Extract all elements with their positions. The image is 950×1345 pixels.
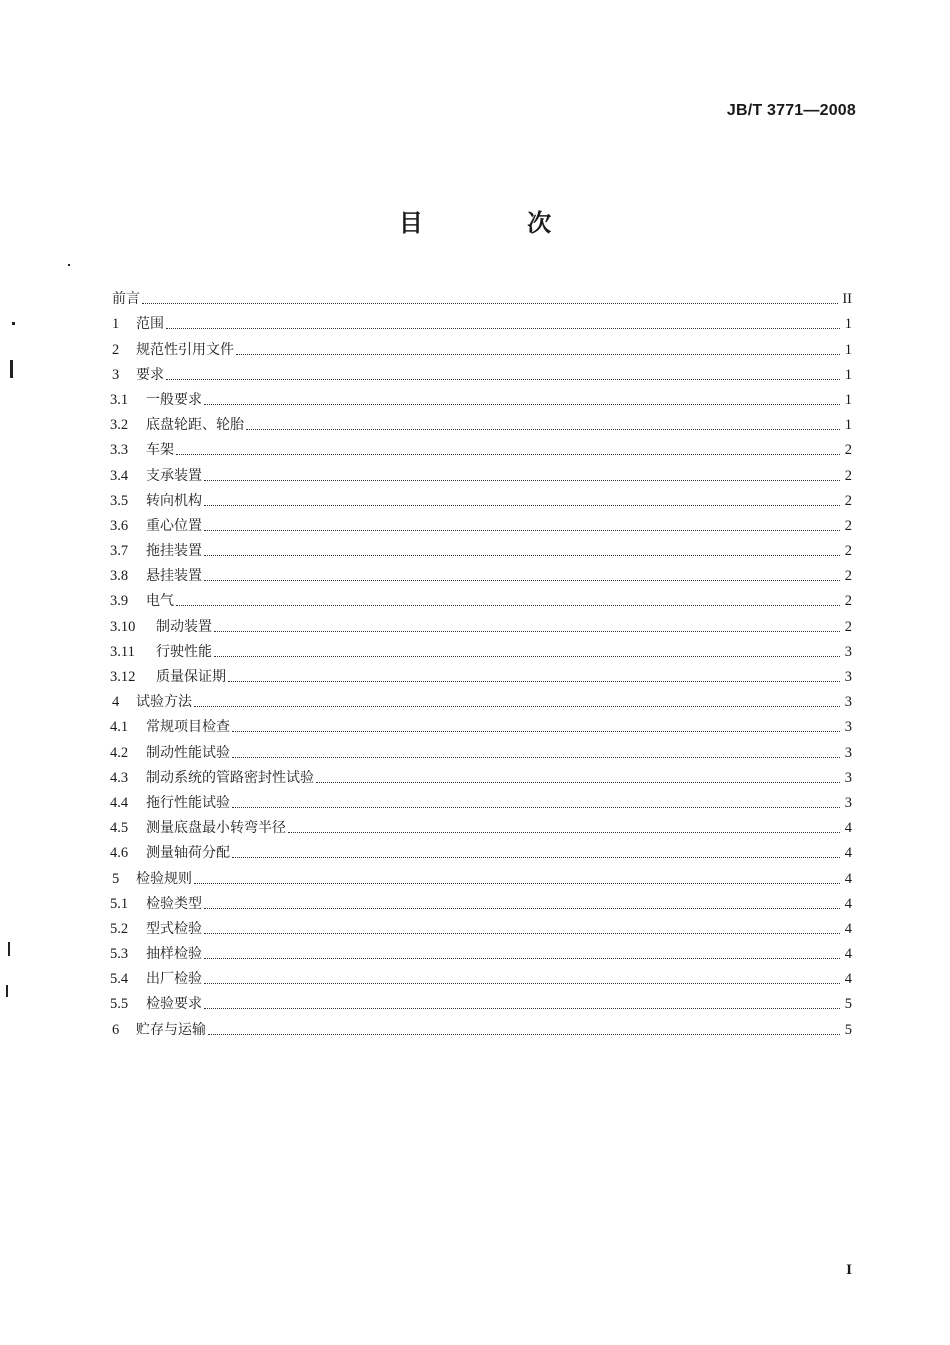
toc-entry-page: 2: [844, 593, 852, 610]
toc-entry[interactable]: [110, 359, 852, 384]
toc-entry-title: 拖行性能试验: [146, 794, 230, 811]
toc-dot-leader: [142, 302, 838, 304]
toc-entry-page: 2: [844, 543, 852, 560]
toc-entry-number: 3: [112, 366, 120, 383]
toc-dot-leader: [194, 882, 840, 884]
toc-entry[interactable]: [110, 585, 852, 610]
toc-dot-leader: [204, 982, 840, 984]
toc-entry[interactable]: [110, 485, 852, 510]
toc-dot-leader: [316, 781, 840, 783]
toc-dot-leader: [204, 579, 840, 581]
toc-entry-page: 2: [844, 618, 852, 635]
toc-entry[interactable]: [110, 308, 852, 333]
toc-entry[interactable]: [110, 787, 852, 812]
toc-entry-number: 4.6: [110, 845, 129, 862]
toc-entry[interactable]: [110, 283, 852, 308]
toc-entry-number: 3.7: [110, 543, 129, 560]
toc-entry-number: 4.1: [110, 719, 129, 736]
toc-entry-page: 3: [844, 643, 852, 660]
toc-entry-page: 5: [844, 996, 852, 1013]
toc-entry[interactable]: [110, 888, 852, 913]
toc-dot-leader: [176, 604, 840, 606]
toc-entry-number: 3.8: [110, 568, 129, 585]
toc-entry-page: 3: [844, 794, 852, 811]
toc-dot-leader: [204, 907, 840, 909]
toc-entry-page: 5: [844, 1021, 852, 1038]
toc-entry[interactable]: [110, 636, 852, 661]
toc-dot-leader: [232, 856, 840, 858]
toc-dot-leader: [204, 479, 840, 481]
toc-entry[interactable]: [110, 812, 852, 837]
toc-dot-leader: [214, 655, 840, 657]
toc-entry-title: 质量保证期: [156, 669, 226, 685]
toc-entry[interactable]: [110, 409, 852, 434]
toc-entry-title: 车架: [146, 442, 174, 459]
toc-dot-leader: [214, 630, 840, 632]
toc-entry-page: 4: [844, 845, 852, 862]
toc-entry-title: 测量轴荷分配: [146, 845, 230, 862]
toc-entry-title: 电气: [146, 593, 174, 610]
toc-entry-title: 制动性能试验: [146, 744, 230, 761]
toc-entry-page: 4: [844, 820, 852, 837]
toc-dot-leader: [208, 1033, 840, 1035]
toc-dot-leader: [194, 705, 840, 707]
scan-speck: [12, 322, 15, 325]
toc-dot-leader: [232, 756, 840, 758]
toc-entry-number: 3.4: [110, 467, 129, 484]
toc-dot-leader: [204, 1007, 840, 1009]
toc-entry-page: 2: [844, 568, 852, 585]
toc-entry[interactable]: [110, 837, 852, 862]
toc-entry-title: 试验方法: [136, 694, 192, 711]
toc-entry-number: 3.3: [110, 442, 129, 459]
toc-entry-page: 2: [844, 467, 852, 484]
toc-entry-page: 2: [844, 442, 852, 459]
toc-dot-leader: [246, 428, 840, 430]
scan-speck: [8, 942, 10, 956]
toc-entry-number: 3.2: [110, 417, 129, 434]
toc-entry[interactable]: [110, 963, 852, 988]
toc-entry-page: II: [842, 291, 852, 308]
toc-entry-page: 4: [844, 895, 852, 912]
toc-entry[interactable]: [110, 384, 852, 409]
toc-entry-title: 抽样检验: [146, 946, 202, 963]
toc-entry-number: 5.3: [110, 946, 129, 963]
toc-entry[interactable]: [110, 459, 852, 484]
toc-entry-title: 贮存与运输: [136, 1021, 206, 1038]
toc-entry-number: 4.3: [110, 769, 129, 786]
toc-entry-number: 5.4: [110, 971, 129, 988]
toc-entry-title: 检验要求: [146, 996, 202, 1013]
toc-dot-leader: [204, 554, 840, 556]
toc-entry-number: 5.5: [110, 996, 129, 1013]
toc-entry-page: 3: [844, 719, 852, 736]
toc-entry[interactable]: [110, 434, 852, 459]
toc-dot-leader: [232, 806, 840, 808]
toc-entry[interactable]: [110, 913, 852, 938]
toc-entry-title: 制动装置: [156, 618, 212, 635]
toc-dot-leader: [232, 730, 840, 732]
toc-entry-number: 3.12: [110, 669, 136, 685]
toc-entry-number: 4.5: [110, 820, 129, 837]
toc-entry-title: 规范性引用文件: [136, 341, 234, 358]
toc-entry-number: 4.4: [110, 794, 129, 811]
toc-entry[interactable]: [110, 736, 852, 761]
toc-dot-leader: [236, 353, 840, 355]
toc-dot-leader: [288, 831, 840, 833]
toc-entry-title: 制动系统的管路密封性试验: [146, 769, 314, 786]
toc-entry[interactable]: [110, 661, 852, 686]
toc-entry-number: 3.1: [110, 391, 129, 408]
toc-entry-number: 5.1: [110, 895, 129, 912]
toc-entry[interactable]: [110, 333, 852, 358]
scan-speck: [68, 264, 70, 266]
document-code: JB/T 3771—2008: [726, 102, 856, 119]
toc-entry-title: 常规项目检查: [146, 719, 230, 736]
toc-dot-leader: [176, 453, 840, 455]
toc-dot-leader: [228, 680, 840, 682]
toc-entry-number: 3.11: [110, 643, 135, 660]
toc-dot-leader: [166, 378, 840, 380]
toc-entry-title: 检验类型: [146, 895, 202, 912]
toc-entry-page: 2: [844, 517, 852, 534]
scan-speck: [10, 360, 13, 378]
toc-entry-title: 悬挂装置: [146, 568, 202, 585]
toc-entry-page: 1: [844, 341, 852, 358]
toc-entry-title: 检验规则: [136, 870, 192, 887]
toc-entry-page: 1: [844, 366, 852, 383]
toc-entry-number: 6: [112, 1021, 120, 1038]
toc-entry-number: 5.2: [110, 920, 129, 937]
toc-entry[interactable]: [110, 510, 852, 535]
toc-entry[interactable]: [110, 862, 852, 887]
toc-entry[interactable]: [110, 535, 852, 560]
toc-entry[interactable]: [110, 1013, 852, 1038]
toc-entry-page: 1: [844, 417, 852, 434]
toc-entry[interactable]: [110, 610, 852, 635]
toc-entry-page: 3: [844, 694, 852, 711]
toc-entry-page: 3: [844, 669, 852, 685]
toc-entry-title: 前言: [112, 291, 140, 308]
toc-entry-page: 3: [844, 744, 852, 761]
toc-entry-title: 范围: [136, 316, 164, 333]
toc-dot-leader: [204, 529, 840, 531]
toc-entry-title: 行驶性能: [156, 643, 212, 660]
toc-dot-leader: [204, 504, 840, 506]
toc-entry-page: 4: [844, 870, 852, 887]
toc-entry-title: 转向机构: [146, 492, 202, 509]
toc-entry[interactable]: [110, 938, 852, 963]
toc-entry-title: 测量底盘最小转弯半径: [146, 820, 286, 837]
page-number: I: [846, 1262, 852, 1278]
toc-entry-number: 1: [112, 316, 120, 333]
toc-entry[interactable]: [110, 686, 852, 711]
toc-entry[interactable]: [110, 988, 852, 1013]
toc-entry-title: 型式检验: [146, 920, 202, 937]
table-of-contents: [110, 283, 852, 1039]
toc-title: 目 次: [398, 209, 600, 237]
toc-entry[interactable]: [110, 711, 852, 736]
toc-entry[interactable]: [110, 560, 852, 585]
toc-entry-title: 拖挂装置: [146, 543, 202, 560]
toc-entry-page: 4: [844, 971, 852, 988]
toc-entry-number: 3.9: [110, 593, 129, 610]
toc-entry-page: 3: [844, 769, 852, 786]
toc-entry-title: 支承装置: [146, 467, 202, 484]
toc-dot-leader: [204, 403, 840, 405]
scan-speck: [6, 985, 8, 997]
toc-entry-title: 出厂检验: [146, 971, 202, 988]
toc-entry-number: 3.6: [110, 517, 129, 534]
toc-entry-page: 4: [844, 946, 852, 963]
toc-entry-title: 底盘轮距、轮胎: [146, 417, 244, 434]
toc-dot-leader: [204, 957, 840, 959]
toc-entry-number: 3.10: [110, 618, 136, 635]
toc-entry-title: 要求: [136, 366, 164, 383]
toc-entry-page: 1: [844, 391, 852, 408]
toc-entry-number: 4: [112, 694, 120, 711]
toc-entry-number: 4.2: [110, 744, 129, 761]
toc-entry[interactable]: [110, 762, 852, 787]
toc-entry-page: 4: [844, 920, 852, 937]
toc-entry-number: 3.5: [110, 492, 129, 509]
toc-entry-number: 2: [112, 341, 120, 358]
toc-entry-title: 重心位置: [146, 517, 202, 534]
toc-dot-leader: [166, 327, 840, 329]
toc-entry-number: 5: [112, 870, 120, 887]
toc-entry-title: 一般要求: [146, 391, 202, 408]
toc-dot-leader: [204, 932, 840, 934]
toc-entry-page: 2: [844, 492, 852, 509]
toc-entry-page: 1: [844, 316, 852, 333]
